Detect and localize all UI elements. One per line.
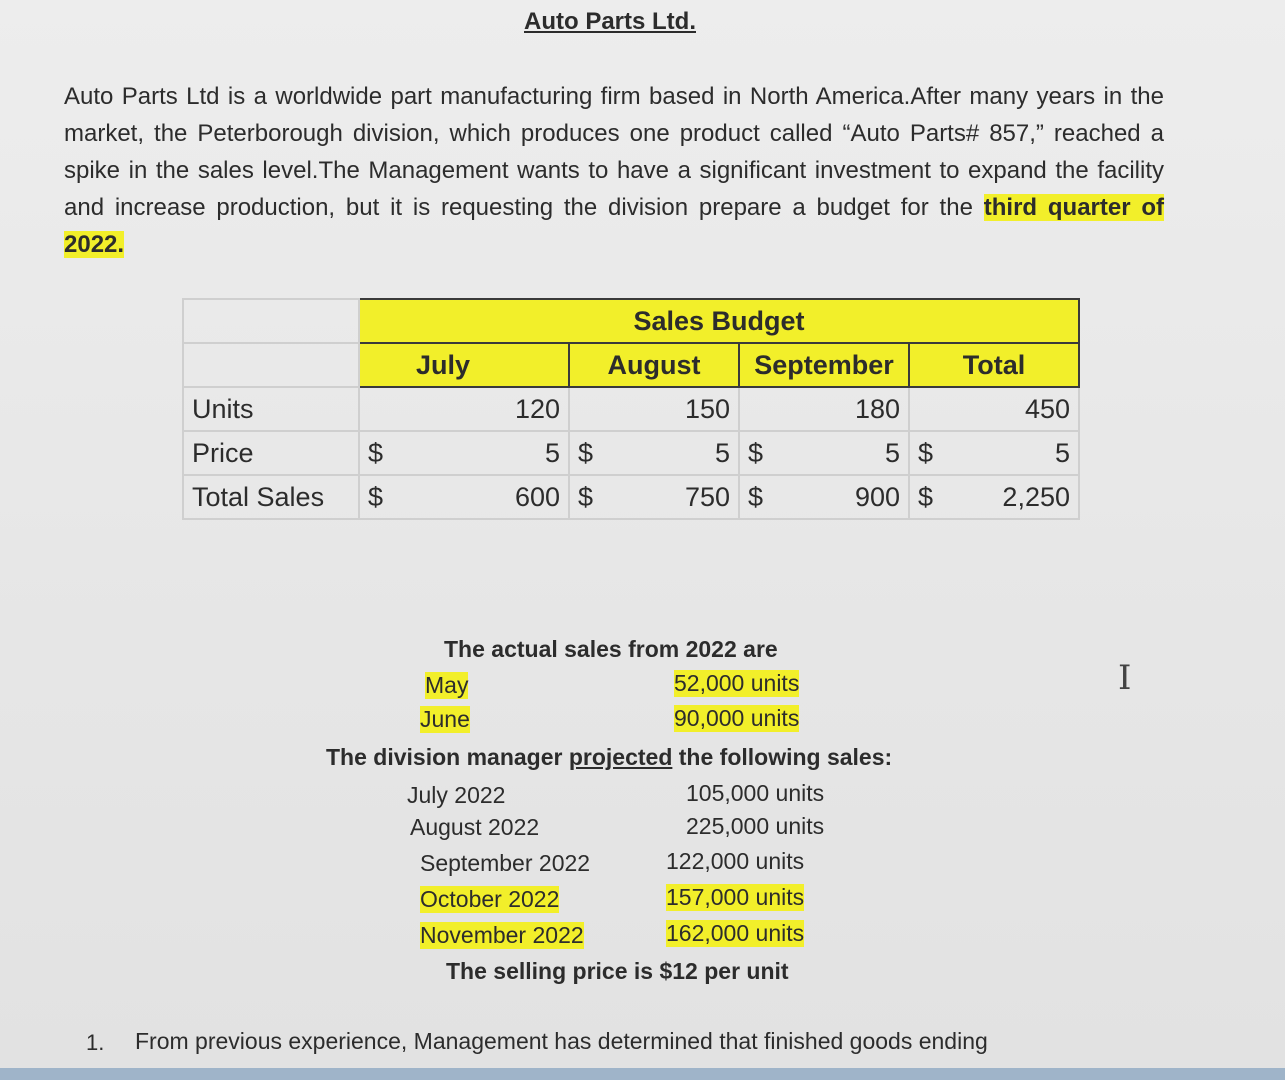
intro-paragraph (64, 78, 1164, 263)
price-september-value: 5 (884, 437, 900, 468)
projected-units-september: 122,000 units (666, 848, 805, 874)
intro-text: Auto Parts Ltd is a worldwide part manufacturing firm based in North America.After many years in the market, the Peterborough division, which produces one product called “Auto Parts# 857,” reached a spike in the sales level.The Management wants to have a significant investment to expand the facility and increase production, but it is requesting the division prepare a budget for the (64, 83, 1164, 221)
intro-highlight: third quarter of 2022. (64, 194, 1165, 258)
table-corner-2 (183, 343, 359, 387)
text-cursor-icon: I (1118, 658, 1132, 698)
currency-symbol: $ (918, 481, 934, 512)
units-september: 180 (739, 387, 909, 431)
sales-september (739, 475, 909, 519)
projected-month-november: November 2022 (420, 922, 584, 948)
actual-units-may: 52,000 units (674, 670, 800, 696)
row-label-price: Price (183, 431, 359, 475)
row-label-total-sales: Total Sales (183, 475, 359, 519)
selling-price-note: The selling price is $12 per unit (446, 958, 789, 984)
currency-symbol: $ (748, 437, 764, 468)
projected-heading-underlined: projected (568, 744, 673, 770)
units-july: 120 (359, 387, 569, 431)
price-september (739, 431, 909, 475)
currency-symbol: $ (368, 437, 384, 468)
price-july (359, 431, 569, 475)
currency-symbol: $ (748, 481, 764, 512)
col-july: July (359, 343, 569, 387)
table-row (183, 431, 1079, 475)
currency-symbol: $ (918, 437, 934, 468)
sales-budget-table (182, 298, 1080, 520)
sales-august (569, 475, 739, 519)
projected-units-august: 225,000 units (686, 813, 825, 839)
projected-units-october: 157,000 units (666, 884, 805, 910)
projected-units-november: 162,000 units (666, 920, 805, 946)
col-august: August (569, 343, 739, 387)
sales-total (909, 475, 1079, 519)
window-bottom-border (0, 1068, 1285, 1080)
currency-symbol: $ (578, 481, 594, 512)
table-row (183, 475, 1079, 519)
actual-sales-heading: The actual sales from 2022 are (444, 636, 778, 662)
price-august-value: 5 (714, 437, 730, 468)
projected-heading-post: the following sales: (678, 744, 893, 770)
projected-month-september: September 2022 (420, 850, 591, 876)
projected-heading-pre: The division manager (326, 744, 563, 770)
sales-september-value: 900 (854, 481, 900, 512)
price-total (909, 431, 1079, 475)
currency-symbol: $ (368, 481, 384, 512)
price-august (569, 431, 739, 475)
row-label-units: Units (183, 387, 359, 431)
units-total: 450 (909, 387, 1079, 431)
price-july-value: 5 (544, 437, 560, 468)
actual-month-june: June (420, 706, 470, 732)
question-text: From previous experience, Management has determined that finished goods ending (135, 1028, 988, 1054)
sales-budget-title: Sales Budget (359, 299, 1079, 343)
projected-month-july: July 2022 (407, 782, 506, 808)
sales-july-value: 600 (514, 481, 560, 512)
col-september: September (739, 343, 909, 387)
projected-units-july: 105,000 units (686, 780, 825, 806)
col-total: Total (909, 343, 1079, 387)
projected-month-october: October 2022 (420, 886, 560, 912)
currency-symbol: $ (578, 437, 594, 468)
projected-month-august: August 2022 (410, 814, 540, 840)
actual-month-may: May (425, 672, 469, 698)
table-corner (183, 299, 359, 343)
sales-total-value: 2,250 (1002, 481, 1070, 512)
projected-heading (326, 744, 892, 771)
price-total-value: 5 (1054, 437, 1070, 468)
units-august: 150 (569, 387, 739, 431)
actual-units-june: 90,000 units (674, 705, 800, 731)
table-row (183, 387, 1079, 431)
sales-july (359, 475, 569, 519)
document-title: Auto Parts Ltd. (524, 8, 696, 35)
sales-august-value: 750 (684, 481, 730, 512)
question-number: 1. (86, 1030, 105, 1055)
